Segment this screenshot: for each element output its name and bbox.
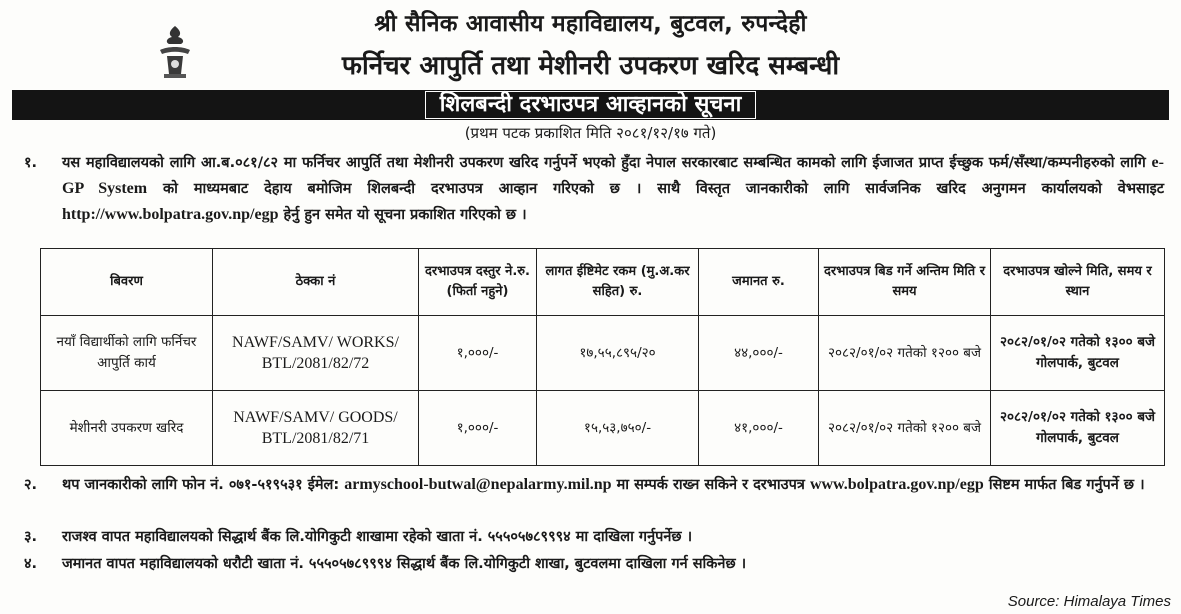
table-row [41,316,1165,391]
paragraph-text: थप जानकारीको लागि फोन नं. ०७१-५१९५३१ ईमेल: [62,477,340,493]
cell-fee: १,०००/- [419,391,537,466]
notice-subject-heading: फर्निचर आपुर्ति तथा मेशीनरी उपकरण खरिद सम्बन्धी [341,51,840,81]
cell-deadline: २०८२/०१/०२ गतेको १२०० बजे [819,316,991,391]
cell-deadline: २०८२/०१/०२ गतेको १२०० बजे [819,391,991,466]
paragraph-text: जमानत वापत महाविद्यालयको धरौटी खाता नं. ५५५०५७८९९९४ सिद्धार्थ बैंक लि.योगिकुटी शाखा, बुटवलमा दाखिला गर्न सकिनेछ । [62,556,747,572]
cell-contract-number: NAWF/SAMV/ WORKS/ BTL/2081/82/72 [213,316,419,391]
egp-system-label: e-GP System [62,154,1164,197]
source-credit: Source: Himalaya Times [1007,593,1171,610]
paragraph-2 [24,472,1164,498]
cell-security: ४१,०००/- [699,391,819,466]
paragraph-text: मा सम्पर्क राख्न सकिने र दरभाउपत्र [616,477,805,493]
paragraph-text: सिष्टम मार्फत बिड गर्नुपर्ने छ । [988,477,1145,493]
paragraph-number: ३. [24,529,38,545]
notice-title: शिलबन्दी दरभाउपत्र आव्हानको सूचना [425,91,757,119]
bolpatra-link[interactable]: www.bolpatra.gov.np/egp [809,476,984,493]
cell-opening: २०८२/०१/०२ गतेको १३०० बजे गोलपार्क, बुटवल [991,391,1165,466]
cell-fee: १,०००/- [419,316,537,391]
column-header: दरभाउपत्र दस्तुर ने.रु. (फिर्ता नहुने) [419,249,537,316]
column-header: लागत ईष्टिमेट रकम (मु.अ.कर सहित) रु. [537,249,699,316]
notice-title-banner [12,90,1169,120]
paragraph-number: २. [24,477,38,493]
paragraph-number: ४. [24,556,38,572]
cell-description: मेशीनरी उपकरण खरिद [41,391,213,466]
paragraph-3 [24,524,1164,550]
paragraph-1 [24,150,1164,228]
column-header: दरभाउपत्र बिड गर्ने अन्तिम मिति र समय [819,249,991,316]
paragraph-4 [24,551,1164,577]
paragraph-text: को माध्यमबाट देहाय बमोजिम शिलबन्दी दरभाउपत्र आव्हान गरिएको छ । साथै विस्तृत जानकारीको लागि सार्वजनिक खरिद अनुगमन कार्यालयको वेभसाइट [163,181,1164,197]
tender-table [40,248,1165,466]
cell-security: ४४,०००/- [699,316,819,391]
paragraph-text: हेर्नु हुन समेत यो सूचना प्रकाशित गरिएको छ । [283,207,527,223]
column-header: ठेक्का नं [213,249,419,316]
cell-estimate: १७,५५,८९५/२० [537,316,699,391]
college-name-heading: श्री सैनिक आवासीय महाविद्यालय, बुटवल, रुपन्देही [374,11,807,37]
email-link[interactable]: armyschool-butwal@nepalarmy.mil.np [344,476,612,493]
paragraph-text: राजश्व वापत महाविद्यालयको सिद्धार्थ बैंक लि.योगिकुटी शाखामा रहेको खाता नं. ५५५०५७८९९९४ मा दाखिला गर्नुपर्नेछ । [62,529,693,545]
table-row [41,391,1165,466]
cell-contract-number: NAWF/SAMV/ GOODS/ BTL/2081/82/71 [213,391,419,466]
column-header: बिवरण [41,249,213,316]
column-header: जमानत रु. [699,249,819,316]
paragraph-text: यस महाविद्यालयको लागि आ.ब.०८१/८२ मा फर्निचर आपुर्ति तथा मेशीनरी उपकरण खरिद गर्नुपर्ने भएको हुँदा नेपाल सरकारबाट सम्बन्धित कामको लागि ईजाजत प्राप्त ईच्छुक फर्म/सँस्था/कम्पनीहरुको लागि [62,155,1146,171]
publication-date: (प्रथम पटक प्रकाशित मिति २०८१/१२/१७ गते) [464,124,717,142]
table-header-row [41,249,1165,316]
cell-description: नयाँ विद्यार्थीको लागि फर्निचर आपुर्ति कार्य [41,316,213,391]
paragraph-number: १. [24,155,38,171]
bolpatra-link[interactable]: http://www.bolpatra.gov.np/egp [62,206,279,223]
column-header: दरभाउपत्र खोल्ने मिति, समय र स्थान [991,249,1165,316]
cell-estimate: १५,५३,७५०/- [537,391,699,466]
cell-opening: २०८२/०१/०२ गतेको १३०० बजे गोलपार्क, बुटवल [991,316,1165,391]
